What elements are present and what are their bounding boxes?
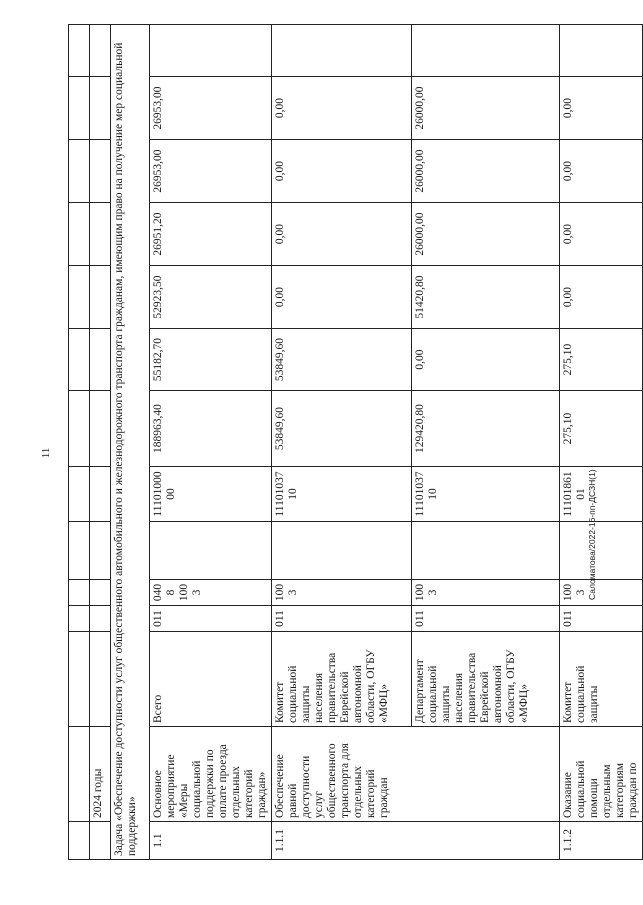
grbs-code: 011: [150, 606, 272, 632]
value-year: 26953,00: [150, 77, 272, 140]
grbs-code: 011: [272, 606, 412, 632]
row-number: 1.1.2: [560, 822, 643, 860]
budget-table: [68, 24, 643, 860]
value-year: 26953,00: [150, 140, 272, 203]
header-row-year: [90, 25, 111, 860]
event-name: Основное мероприятие «Меры социальной поддержки по оплате проезда отдельных категорий граждан»: [150, 727, 272, 822]
value-total: 53849,60: [272, 391, 412, 467]
table-row: [560, 25, 643, 860]
executor: Всего: [150, 632, 272, 727]
value-year: 51420,80: [412, 266, 560, 329]
value-year: 0,00: [272, 203, 412, 266]
value-year: 26000,00: [412, 77, 560, 140]
value-year: 275,10: [560, 329, 643, 391]
value-year: 26000,00: [412, 203, 560, 266]
table-row: [272, 25, 412, 860]
value-year: 0,00: [272, 77, 412, 140]
value-year: 0,00: [272, 140, 412, 203]
document-code: Саломатова/2022-16-пп-ДСЗН(1): [587, 469, 597, 600]
csr-code: 1110186101: [560, 467, 643, 522]
executor: Комитет социальной защиты: [560, 632, 643, 727]
value-year: 52923,50: [150, 266, 272, 329]
task-title: Задача «Обеспечение доступности услуг общественного автомобильного и железнодорожного транспорта гражданам, имеющим право на получение мер социальной поддержки»: [111, 25, 150, 860]
value-year: 0,00: [560, 266, 643, 329]
rzpr-code: 0408 1003: [150, 580, 272, 606]
value-total: 275,10: [560, 391, 643, 467]
year-label: 2024 годы: [90, 727, 111, 822]
task-row: [111, 25, 150, 860]
value-year: 55182,70: [150, 329, 272, 391]
executor: Комитет социальной защиты населения правительства Еврейской автономной области, ОГБУ «МФЦ»: [272, 632, 412, 727]
table-row: [150, 25, 272, 860]
rzpr-code: 1003: [412, 580, 560, 606]
grbs-code: 011: [560, 606, 643, 632]
row-number: 1.1: [150, 822, 272, 860]
value-year: 0,00: [560, 203, 643, 266]
page-number: 11: [40, 447, 52, 459]
value-year: 0,00: [560, 77, 643, 140]
value-year: 0,00: [560, 140, 643, 203]
value-year: 26000,00: [412, 140, 560, 203]
event-name: Оказание социальной помощи отдельным категориям граждан по: [560, 727, 643, 822]
header-row-top: [69, 25, 90, 860]
value-year: 53849,60: [272, 329, 412, 391]
grbs-code: 011: [412, 606, 560, 632]
value-total: 129420,80: [412, 391, 560, 467]
csr-code: 1110103710: [272, 467, 412, 522]
csr-code: 1110100000: [150, 467, 272, 522]
value-total: 188963,40: [150, 391, 272, 467]
csr-code: 1110103710: [412, 467, 560, 522]
value-year: 0,00: [272, 266, 412, 329]
value-year: 26951,20: [150, 203, 272, 266]
row-number: 1.1.1: [272, 822, 560, 860]
executor: Департамент социальной защиты населения правительства Еврейской автономной области, ОГБУ «МФЦ»: [412, 632, 560, 727]
rzpr-code: 1003: [560, 580, 643, 606]
rzpr-code: 1003: [272, 580, 412, 606]
event-name: Обеспечение равной доступности услуг общественного транспорта для отдельных категорий граждан: [272, 727, 560, 822]
value-year: 0,00: [412, 329, 560, 391]
